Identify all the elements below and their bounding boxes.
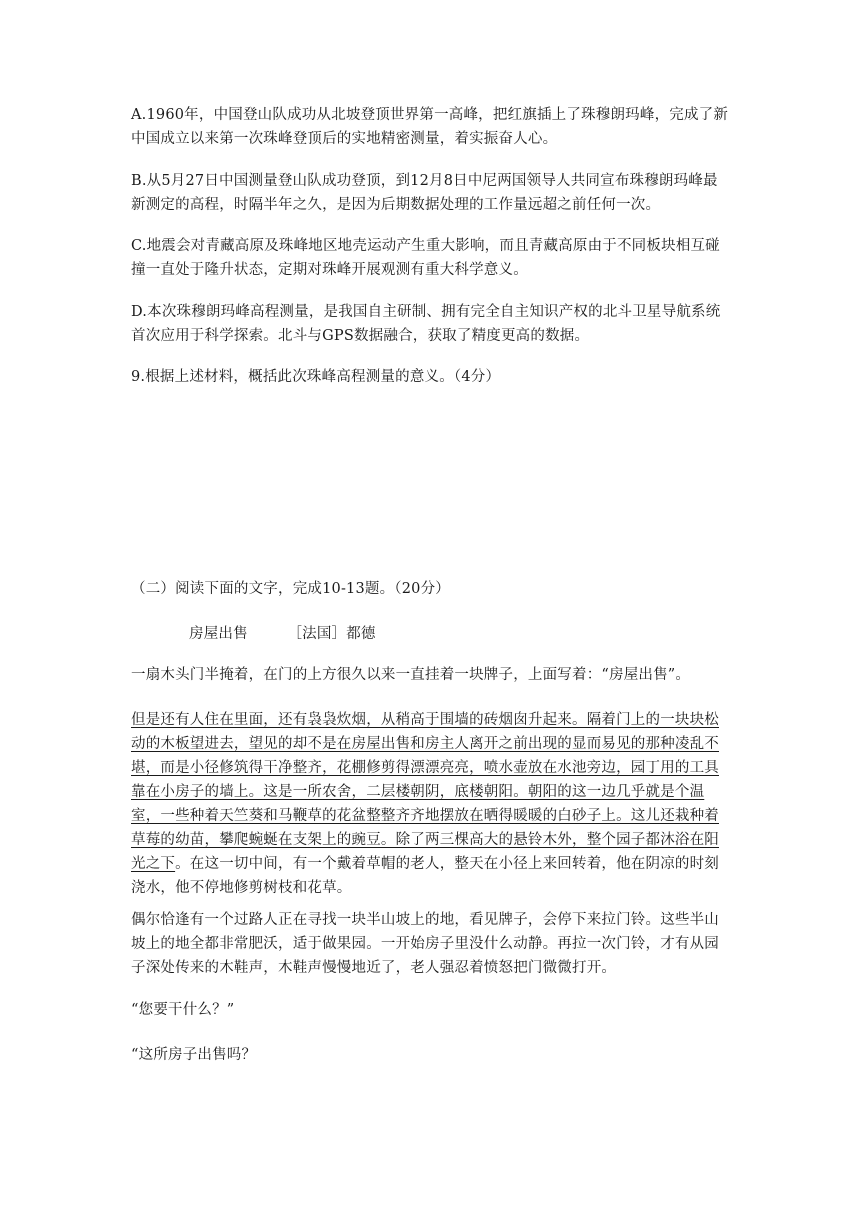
story-paragraph-1: 一扇木头门半掩着，在门的上方很久以来一直挂着一块牌子，上面写着：“房屋出售”。 (131, 667, 691, 683)
underlined-passage: 但是还有人住在里面，还有袅袅炊烟，从稍高于围墙的砖烟囱升起来。隔着门上的一块块松动的木板望进去，望见的却不是在房屋出售和房主人离开之前出现的显而易见的那种凌乱不堪，而是小径修筑得干净整齐，花棚修剪得漂漂亮亮，喷水壶放在水池旁边，园丁用的工具靠在小房子的墙上。这是一所农舍，二层楼朝阴，底楼朝阳。朝阳的这一边几乎就是个温室，一些种着天竺葵和马鞭草的花盆整整齐齐地摆放在晒得暖暖的白砂子上。这儿还栽种着草莓的幼苗，攀爬蜿蜒在支架上的豌豆。除了两三棵高大的悬铃木外，整个园子都沐浴在阳光之下 (131, 712, 719, 872)
story-paragraph-3: 偶尔恰逢有一个过路人正在寻找一块半山坡上的地，看见牌子，会停下来拉门铃。这些半山坡上的地全都非常肥沃，适于做果园。一开始房子里没什么动静。再拉一次门铃，才有从园子深处传来的木鞋声，木鞋声慢慢地近了，老人强忍着愤怒把门微微打开。 (131, 912, 719, 976)
story-author: ［法国］都德 (287, 626, 376, 642)
option-c: C.地震会对青藏高原及珠峰地区地壳运动产生重大影响，而且青藏高原由于不同板块相互碰撞一直处于隆升状态，定期对珠峰开展观测有重大科学意义。 (131, 238, 720, 278)
dialogue-2: “这所房子出售吗？ (131, 1047, 257, 1063)
story-title-line (189, 622, 589, 646)
story-paragraph-2 (131, 708, 731, 900)
option-a: A.1960年，中国登山队成功从北坡登顶世界第一高峰，把红旗插上了珠穆朗玛峰，完成了新中国成立以来第一次珠峰登顶后的实地精密测量，着实振奋人心。 (131, 107, 729, 147)
dialogue-1: “您要干什么？” (131, 1002, 235, 1018)
paragraph-2-rest: 。在这一切中间，有一个戴着草帽的老人，整天在小径上来回转着，他在阴凉的时刻浇水，他不停地修剪树枝和花草。 (131, 856, 720, 896)
section-heading: （二）阅读下面的文字，完成10-13题。（20分） (131, 581, 450, 597)
question-9: 9.根据上述材料，概括此次珠峰高程测量的意义。（4分） (131, 369, 501, 385)
option-b: B.从5月27日中国测量登山队成功登顶，到12月8日中尼两国领导人共同宣布珠穆朗玛峰最新测定的高程，时隔半年之久，是因为后期数据处理的工作量远超之前任何一次。 (131, 173, 718, 213)
story-title: 房屋出售 (189, 626, 248, 642)
option-d: D.本次珠穆朗玛峰高程测量，是我国自主研制、拥有完全自主知识产权的北斗卫星导航系统首次应用于科学探索。北斗与GPS数据融合，获取了精度更高的数据。 (131, 304, 721, 344)
